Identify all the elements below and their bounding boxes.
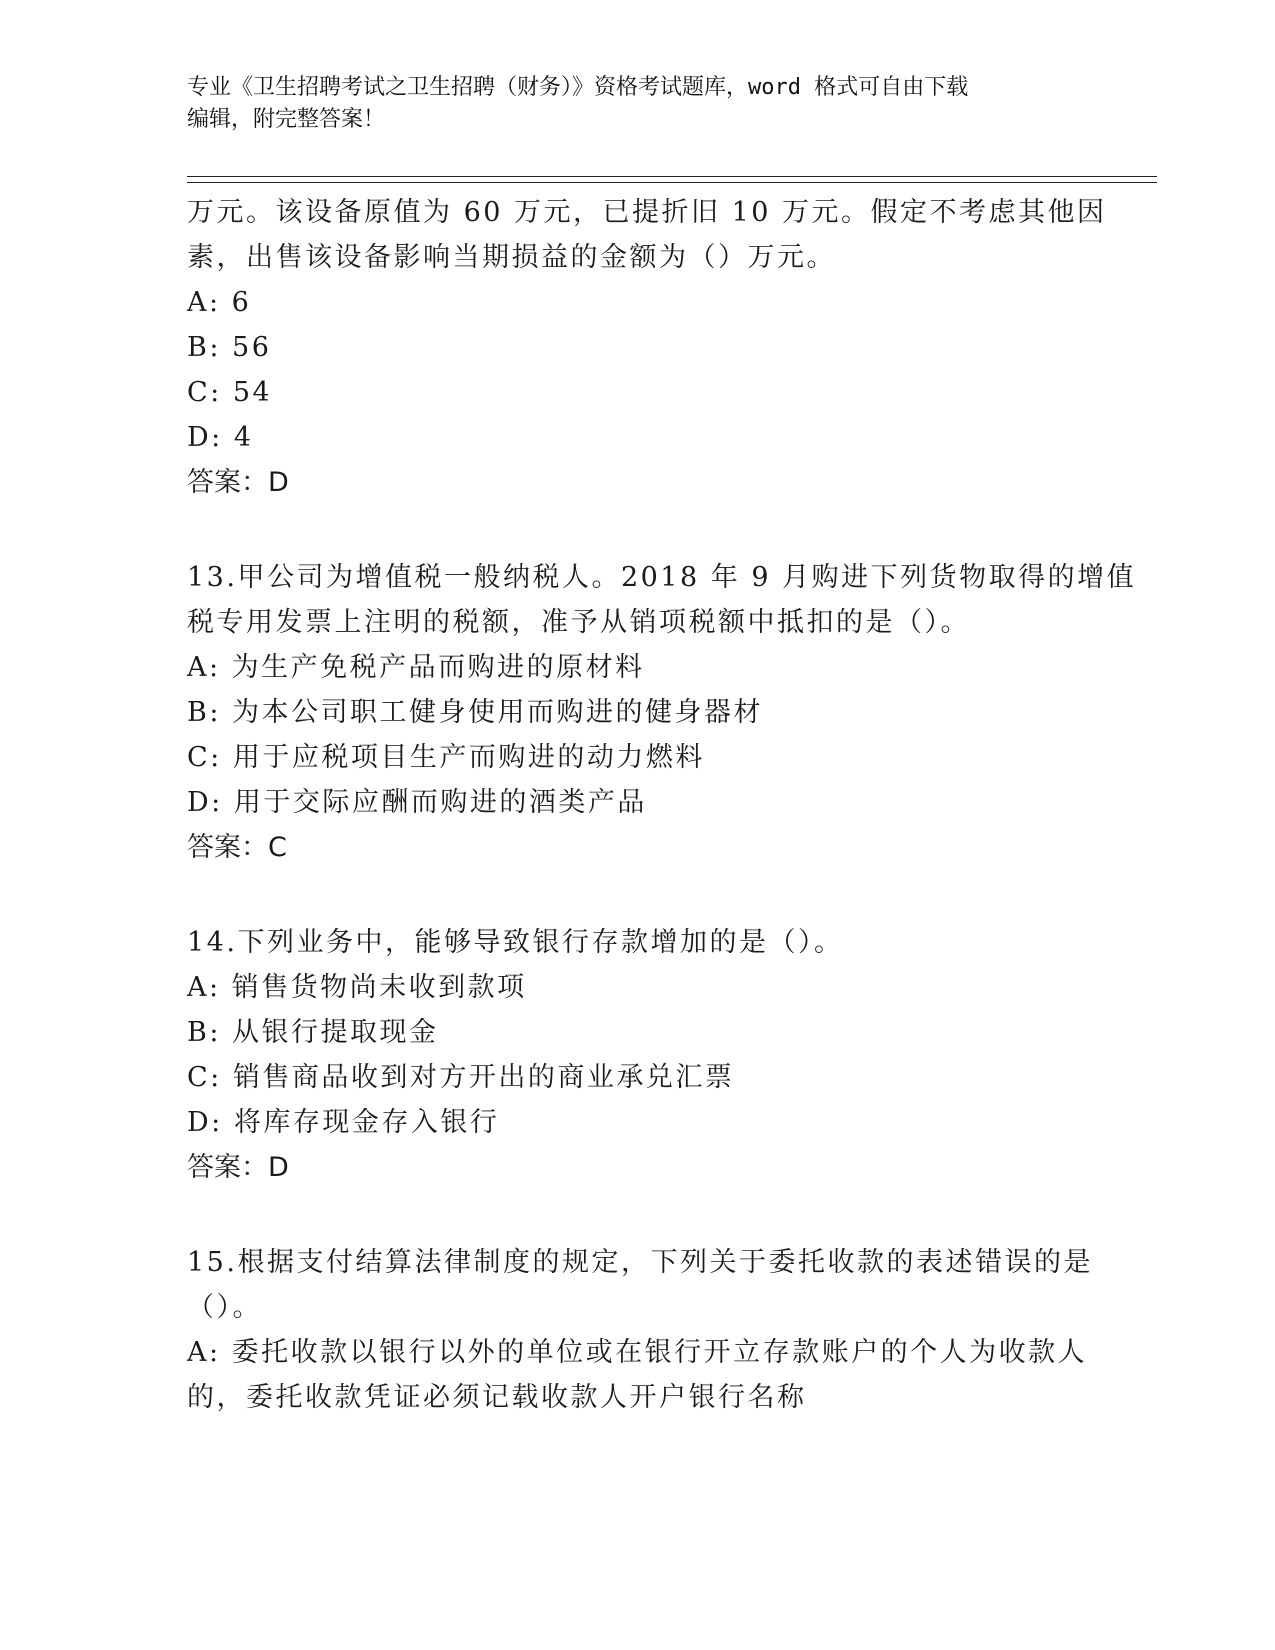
header-line-1: 专业《卫生招聘考试之卫生招聘（财务）》资格考试题库，word 格式可自由下载 <box>187 75 969 100</box>
header-rule-top <box>187 176 1157 177</box>
question-stem-line: 14.下列业务中，能够导致银行存款增加的是（）。 <box>187 927 844 958</box>
question-12 <box>187 190 1107 505</box>
option-b: B: 56 <box>187 332 272 363</box>
question-15 <box>187 1240 1093 1420</box>
question-gap <box>187 870 1087 920</box>
question-stem-line: （）。 <box>187 1292 262 1323</box>
answer-line: 答案：D <box>187 1152 289 1183</box>
option-a-continued: 的，委托收款凭证必须记载收款人开户银行名称 <box>187 1382 807 1413</box>
header-rule-bottom <box>187 182 1157 183</box>
question-stem-line: 13.甲公司为增值税一般纳税人。2018 年 9 月购进下列货物取得的增值 <box>187 562 1137 593</box>
question-gap <box>187 1190 1087 1240</box>
question-content <box>187 190 1137 1420</box>
question-14 <box>187 920 1087 1190</box>
question-stem-line: 素，出售该设备影响当期损益的金额为（）万元。 <box>187 242 836 273</box>
question-13 <box>187 555 1137 870</box>
answer-line: 答案：C <box>187 832 287 863</box>
answer-line: 答案：D <box>187 467 289 498</box>
option-c: C: 用于应税项目生产而购进的动力燃料 <box>187 742 705 773</box>
option-a: A: 委托收款以银行以外的单位或在银行开立存款账户的个人为收款人 <box>187 1337 1088 1368</box>
page-header <box>187 72 1087 136</box>
question-gap <box>187 505 1087 555</box>
option-c: C: 销售商品收到对方开出的商业承兑汇票 <box>187 1062 735 1093</box>
option-d: D: 4 <box>187 422 254 453</box>
option-a: A: 为生产免税产品而购进的原材料 <box>187 652 645 683</box>
option-a: A: 6 <box>187 287 252 318</box>
header-line-2: 编辑，附完整答案！ <box>187 107 386 132</box>
option-d: D: 将库存现金存入银行 <box>187 1107 500 1138</box>
option-a: A: 销售货物尚未收到款项 <box>187 972 527 1003</box>
question-stem-line: 税专用发票上注明的税额，准予从销项税额中抵扣的是（）。 <box>187 607 970 638</box>
option-c: C: 54 <box>187 377 273 408</box>
option-b: B: 从银行提取现金 <box>187 1017 439 1048</box>
option-b: B: 为本公司职工健身使用而购进的健身器材 <box>187 697 764 728</box>
question-stem-line: 15.根据支付结算法律制度的规定，下列关于委托收款的表述错误的是 <box>187 1247 1093 1278</box>
option-d: D: 用于交际应酬而购进的酒类产品 <box>187 787 647 818</box>
question-stem-line: 万元。该设备原值为 60 万元，已提折旧 10 万元。假定不考虑其他因 <box>187 197 1107 228</box>
